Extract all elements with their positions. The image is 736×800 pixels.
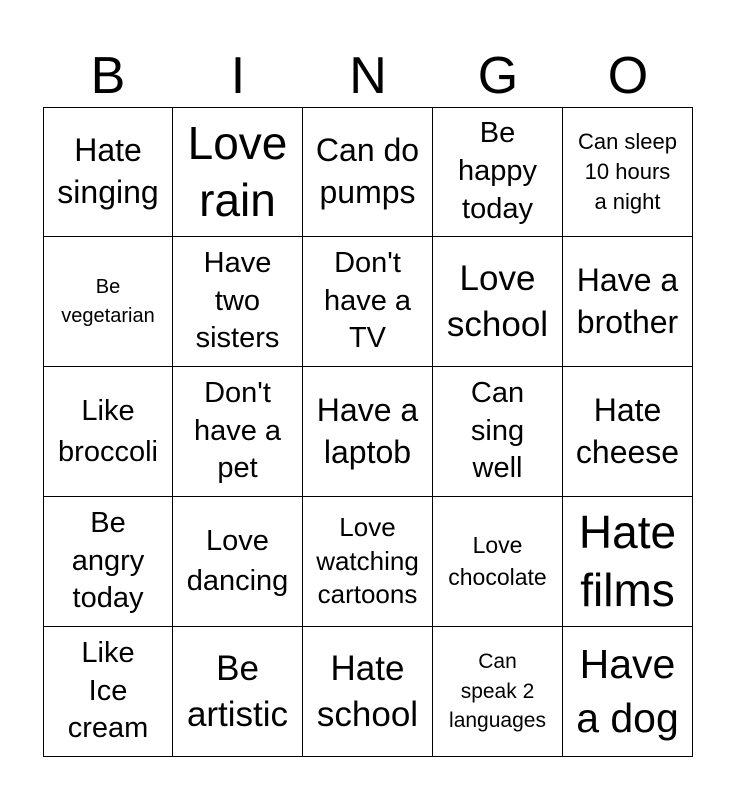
header-letter-b: B <box>90 47 126 105</box>
bingo-cell-text: Have a laptob <box>316 391 419 470</box>
bingo-cell[interactable] <box>563 237 693 367</box>
bingo-cell[interactable] <box>563 497 693 627</box>
bingo-cell[interactable] <box>303 497 433 627</box>
bingo-cell[interactable] <box>563 627 693 757</box>
bingo-cell-text: Like Ice cream <box>67 636 149 745</box>
bingo-cell[interactable] <box>173 237 303 367</box>
bingo-cell-text: Can sleep 10 hours a night <box>577 129 678 214</box>
header-letter-g: G <box>477 47 519 105</box>
header-letter-i: I <box>230 47 246 105</box>
bingo-cell-text: Hate cheese <box>575 391 680 470</box>
bingo-cell[interactable] <box>303 367 433 497</box>
bingo-cell-text: Hate films <box>578 506 677 616</box>
bingo-cell-text: Don't have a pet <box>193 376 282 485</box>
bingo-cell[interactable] <box>433 497 563 627</box>
bingo-cell[interactable] <box>173 107 303 237</box>
bingo-cell-text: Be happy today <box>457 117 537 225</box>
bingo-cell-text: Love chocolate <box>448 532 547 590</box>
bingo-cell[interactable] <box>43 627 173 757</box>
bingo-cell-text: Can sing well <box>470 376 525 485</box>
bingo-cell-text: Hate singing <box>57 132 159 210</box>
bingo-grid <box>43 107 693 757</box>
bingo-cell[interactable] <box>43 497 173 627</box>
bingo-cell-text: Be artistic <box>186 649 289 734</box>
bingo-cell-text: Hate school <box>316 649 419 734</box>
bingo-cell[interactable] <box>433 627 563 757</box>
bingo-cell-text: Have two sisters <box>195 246 280 355</box>
bingo-cell-text: Have a dog <box>576 641 679 741</box>
bingo-cell[interactable] <box>563 107 693 237</box>
bingo-cell[interactable] <box>173 627 303 757</box>
bingo-cell[interactable] <box>433 367 563 497</box>
bingo-header <box>43 46 693 106</box>
bingo-cell[interactable] <box>173 497 303 627</box>
header-letter-o: O <box>607 47 649 105</box>
bingo-cell-text: Can do pumps <box>315 132 420 210</box>
bingo-cell-text: Love school <box>446 259 549 344</box>
bingo-cell[interactable] <box>303 107 433 237</box>
bingo-cell[interactable] <box>433 107 563 237</box>
bingo-cell-text: Like broccoli <box>58 394 158 468</box>
bingo-cell-text: Have a brother <box>576 261 679 340</box>
bingo-cell[interactable] <box>43 107 173 237</box>
bingo-cell[interactable] <box>303 237 433 367</box>
bingo-cell-text: Love watching cartoons <box>316 511 419 610</box>
bingo-cell-text: Love dancing <box>186 525 289 597</box>
bingo-cell-text: Don't have a TV <box>323 246 412 355</box>
bingo-cell-text: Can speak 2 languages <box>449 650 546 733</box>
bingo-cell[interactable] <box>43 237 173 367</box>
bingo-cell[interactable] <box>563 367 693 497</box>
bingo-cell[interactable] <box>433 237 563 367</box>
bingo-cell[interactable] <box>303 627 433 757</box>
bingo-cell-text: Love rain <box>187 116 288 226</box>
bingo-cell-text: Be vegetarian <box>61 275 155 327</box>
bingo-cell[interactable] <box>43 367 173 497</box>
bingo-cell-text: Be angry today <box>71 506 145 615</box>
bingo-cell[interactable] <box>173 367 303 497</box>
header-letter-n: N <box>349 47 387 105</box>
